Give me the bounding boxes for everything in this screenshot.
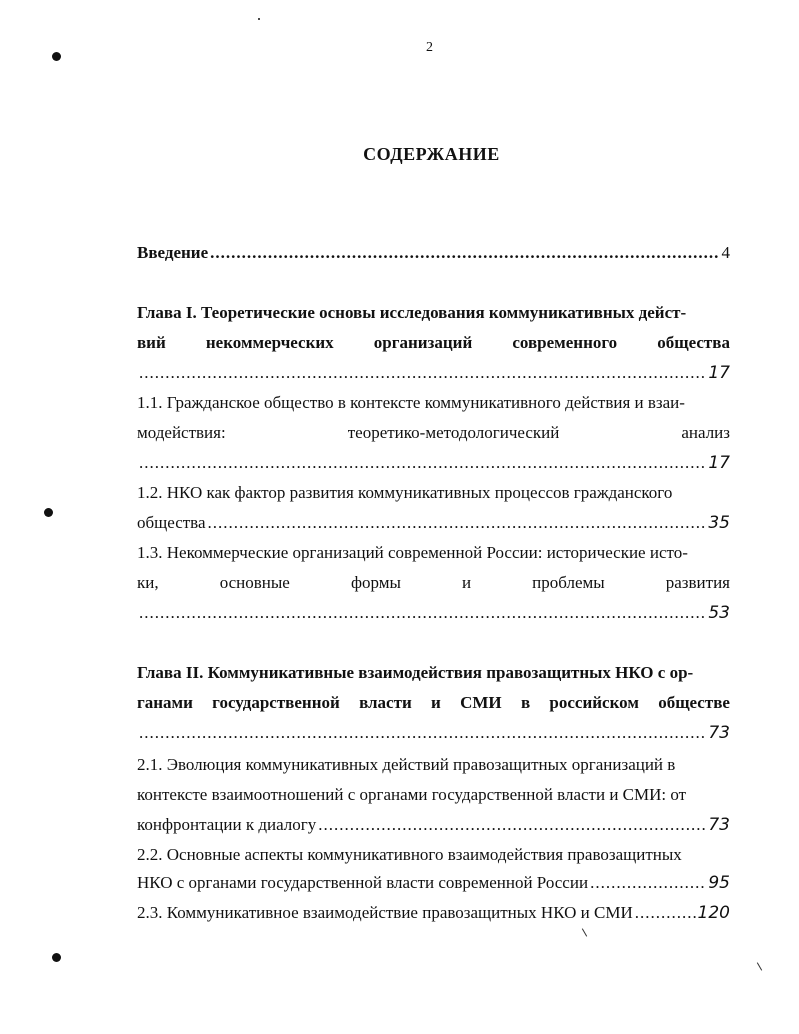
word: анализ xyxy=(681,423,730,442)
toc-section-2-1-line-1[interactable]: 2.1. Эволюция коммуникативных действий правозащитных организаций в xyxy=(137,755,676,774)
word: организаций xyxy=(373,333,473,352)
toc-entry-label: Введение xyxy=(137,243,209,262)
toc-entry-label: 2.3. Коммуникативное взаимодействие правозащитных НКО и СМИ xyxy=(137,903,633,922)
dot-leader xyxy=(139,358,706,388)
word: ганами xyxy=(137,693,193,712)
toc-section-1-1-page-line[interactable] xyxy=(137,448,730,478)
toc-section-2-1-line-2[interactable]: контексте взаимоотношений с органами государственной власти и СМИ: от xyxy=(137,785,687,804)
word: некоммерческих xyxy=(205,333,334,352)
toc-section-2-2-line-1[interactable]: 2.2. Основные аспекты коммуникативного взаимодействия правозащитных xyxy=(137,845,682,864)
word: ки, xyxy=(137,573,159,592)
dot-leader xyxy=(139,448,706,478)
toc-chapter-1-line-1[interactable]: Глава I. Теоретические основы исследования коммуникативных дейст- xyxy=(137,303,687,322)
toc-section-1-2-line-1[interactable]: 1.2. НКО как фактор развития коммуникативных процессов гражданского xyxy=(137,483,673,502)
word: современного xyxy=(512,333,618,352)
dot-leader xyxy=(318,810,706,840)
toc-chapter-2-line-1[interactable]: Глава II. Коммуникативные взаимодействия правозащитных НКО с ор- xyxy=(137,663,694,682)
word: СМИ xyxy=(460,693,502,712)
toc-page-number: 4 xyxy=(721,243,730,262)
toc-section-1-3-line-2[interactable] xyxy=(137,568,730,598)
toc-section-1-1-line-2[interactable] xyxy=(137,418,730,448)
toc-page-number: 95 xyxy=(708,873,730,893)
toc-section-1-3-line-1[interactable]: 1.3. Некоммерческие организаций современной России: исторические исто- xyxy=(137,543,688,562)
word: и xyxy=(431,693,441,712)
toc-chapter-1-line-2[interactable] xyxy=(137,328,730,358)
scan-hole-middle xyxy=(44,508,53,517)
toc-page-number: 73 xyxy=(708,723,730,743)
word: основные xyxy=(219,573,290,592)
toc-page-number: 73 xyxy=(708,815,730,835)
word: формы xyxy=(350,573,401,592)
toc-page-number: 35 xyxy=(708,513,730,533)
word: в xyxy=(520,693,531,712)
toc-section-1-1-line-1[interactable]: 1.1. Гражданское общество в контексте коммуникативного действия и взаи- xyxy=(137,393,685,412)
toc-section-1-3-page-line[interactable] xyxy=(137,598,730,628)
dot-leader xyxy=(635,898,696,928)
word: государственной xyxy=(212,693,340,712)
dot-leader xyxy=(208,508,707,538)
toc-page-number: 17 xyxy=(708,363,730,383)
word: проблемы xyxy=(532,573,605,592)
page-number: 2 xyxy=(426,40,433,55)
toc-chapter-2-page-line[interactable] xyxy=(137,718,730,748)
word: и xyxy=(461,573,472,592)
toc-section-1-2-line-2[interactable] xyxy=(137,508,730,538)
dot-leader xyxy=(210,238,719,268)
word: теоретико-методологический xyxy=(347,423,560,442)
toc-page-number: 120 xyxy=(697,903,730,923)
toc-section-2-2-line-2[interactable] xyxy=(137,868,730,898)
toc-entry-label: конфронтации к диалогу xyxy=(137,815,317,834)
word: обществе xyxy=(658,693,730,712)
toc-entry-introduction[interactable] xyxy=(137,238,730,268)
word: вий xyxy=(137,333,166,352)
toc-page-number: 17 xyxy=(708,453,730,473)
toc-chapter-2-line-2[interactable] xyxy=(137,688,730,718)
scan-speck xyxy=(258,18,260,20)
scan-tick-mark xyxy=(582,928,587,936)
word: общества xyxy=(657,333,730,352)
scan-tick-mark-corner xyxy=(757,962,762,970)
scan-hole-bottom xyxy=(52,953,61,962)
word: российском xyxy=(549,693,639,712)
word: власти xyxy=(359,693,412,712)
toc-section-2-1-line-3[interactable] xyxy=(137,810,730,840)
toc-entry-label: общества xyxy=(137,513,206,532)
contents-title: СОДЕРЖАНИЕ xyxy=(363,144,500,164)
word: развития xyxy=(665,573,730,592)
dot-leader xyxy=(139,598,706,628)
dot-leader xyxy=(139,718,706,748)
toc-entry-label: НКО с органами государственной власти современной России xyxy=(137,873,589,892)
toc-section-2-3[interactable] xyxy=(137,898,730,928)
word: модействия: xyxy=(137,423,226,442)
dot-leader xyxy=(590,868,706,898)
toc-chapter-1-page-line[interactable] xyxy=(137,358,730,388)
toc-page-number: 53 xyxy=(708,603,730,623)
